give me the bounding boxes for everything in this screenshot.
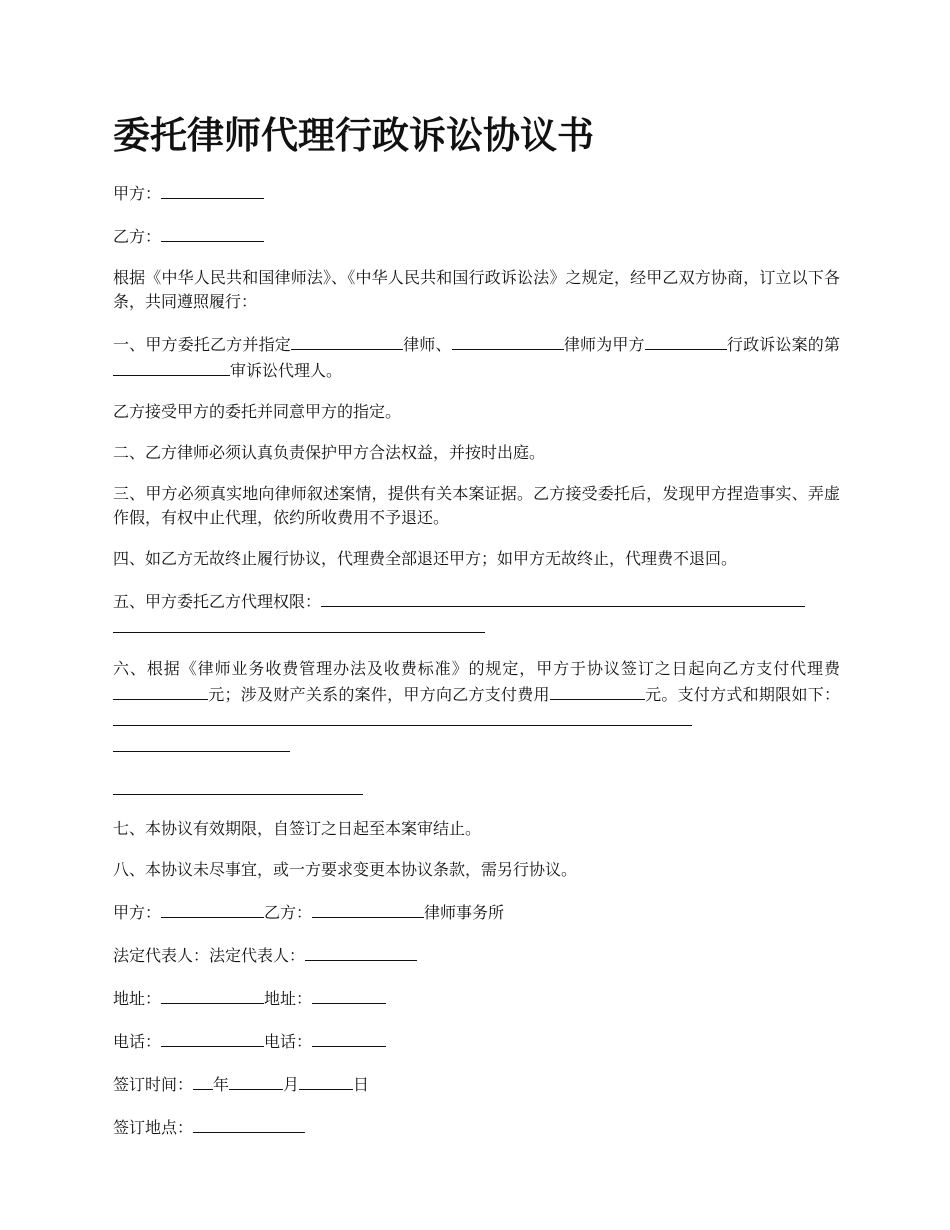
clause-1 <box>113 331 840 383</box>
address-b-blank <box>312 985 386 1004</box>
day-blank <box>299 1071 353 1090</box>
day-label: 日 <box>353 1075 370 1094</box>
representative-label: 法定代表人：法定代表人： <box>113 946 306 965</box>
clause-5 <box>113 588 840 640</box>
case-name-blank <box>645 331 727 350</box>
clause-5-label: 五、甲方委托乙方代理权限： <box>113 592 322 611</box>
year-blank <box>193 1071 213 1090</box>
clause-4: 四、如乙方无故终止履行协议，代理费全部退还甲方；如甲方无故终止，代理费不退回。 <box>113 549 738 568</box>
clause-7: 七、本协议有效期限，自签订之日起至本案审结止。 <box>113 819 482 838</box>
agency-fee-blank <box>113 681 208 700</box>
signature-parties-line <box>113 899 840 925</box>
extra-blank-line <box>113 776 840 800</box>
party-b-blank <box>161 223 264 242</box>
phone-b-label: 电话： <box>264 1032 313 1051</box>
clause-1-text-4: 行政诉讼案的第 <box>726 335 840 354</box>
clause-8: 八、本协议未尽事宜，或一方要求变更本协议条款，需另行协议。 <box>113 860 578 879</box>
month-blank <box>229 1071 283 1090</box>
clause-1-text-2: 律师、 <box>402 335 452 354</box>
sign-a-blank <box>161 899 264 918</box>
extra-blank <box>113 776 363 795</box>
preamble-paragraph: 根据《中华人民共和国律师法》、《中华人民共和国行政诉讼法》之规定，经甲乙双方协商，订立以下各条，共同遵照履行： <box>113 268 840 311</box>
signing-date-line <box>113 1071 840 1097</box>
phone-a-blank <box>161 1028 264 1047</box>
authority-blank <box>321 588 805 607</box>
party-b-line <box>113 223 840 249</box>
instance-blank <box>113 357 230 376</box>
clause-6 <box>113 657 840 759</box>
address-a-blank <box>161 985 264 1004</box>
party-a-label: 甲方： <box>113 184 162 203</box>
sign-b-blank <box>312 899 424 918</box>
phone-line <box>113 1028 840 1054</box>
sign-a-label: 甲方： <box>113 903 162 922</box>
signing-date-label: 签订时间： <box>113 1075 194 1094</box>
clause-6-text-3: 元。支付方式和期限如下： <box>644 685 840 704</box>
address-line <box>113 985 840 1011</box>
clause-1-text-1: 一、甲方委托乙方并指定 <box>113 335 291 354</box>
property-fee-blank <box>550 681 645 700</box>
phone-a-label: 电话： <box>113 1032 162 1051</box>
clause-1-text-3: 律师为甲方 <box>563 335 645 354</box>
month-label: 月 <box>283 1075 300 1094</box>
address-a-label: 地址： <box>113 989 162 1008</box>
phone-b-blank <box>312 1028 386 1047</box>
clause-6-text-2: 元；涉及财产关系的案件，甲方向乙方支付费用 <box>208 685 550 704</box>
address-b-label: 地址： <box>264 989 313 1008</box>
lawyer-2-blank <box>452 331 564 350</box>
signing-place-blank <box>193 1114 305 1133</box>
year-label: 年 <box>213 1075 230 1094</box>
authority-blank-2 <box>113 614 485 633</box>
law-firm-suffix: 律师事务所 <box>424 903 505 922</box>
representative-blank <box>305 942 417 961</box>
clause-3: 三、甲方必须真实地向律师叙述案情，提供有关本案证据。乙方接受委托后，发现甲方捏造事实、弄虚作假，有权中止代理，依约所收费用不予退还。 <box>113 484 840 527</box>
party-b-label: 乙方： <box>113 227 162 246</box>
payment-terms-blank-2 <box>113 733 290 752</box>
lawyer-1-blank <box>291 331 403 350</box>
acceptance-paragraph: 乙方接受甲方的委托并同意甲方的指定。 <box>113 402 402 421</box>
clause-2: 二、乙方律师必须认真负责保护甲方合法权益，并按时出庭。 <box>113 443 546 462</box>
party-a-line <box>113 180 840 206</box>
clause-1-text-5: 审诉讼代理人。 <box>230 361 343 380</box>
sign-b-label: 乙方： <box>264 903 313 922</box>
document-page <box>113 110 840 1140</box>
representative-line <box>113 942 840 968</box>
document-title: 委托律师代理行政诉讼协议书 <box>113 114 594 157</box>
party-a-blank <box>161 180 264 199</box>
payment-terms-blank <box>113 707 692 726</box>
signing-place-line <box>113 1114 840 1140</box>
clause-6-text-1: 六、根据《律师业务收费管理办法及收费标准》的规定，甲方于协议签订之日起向乙方支付代理费 <box>113 659 840 678</box>
signing-place-label: 签订地点： <box>113 1118 194 1137</box>
